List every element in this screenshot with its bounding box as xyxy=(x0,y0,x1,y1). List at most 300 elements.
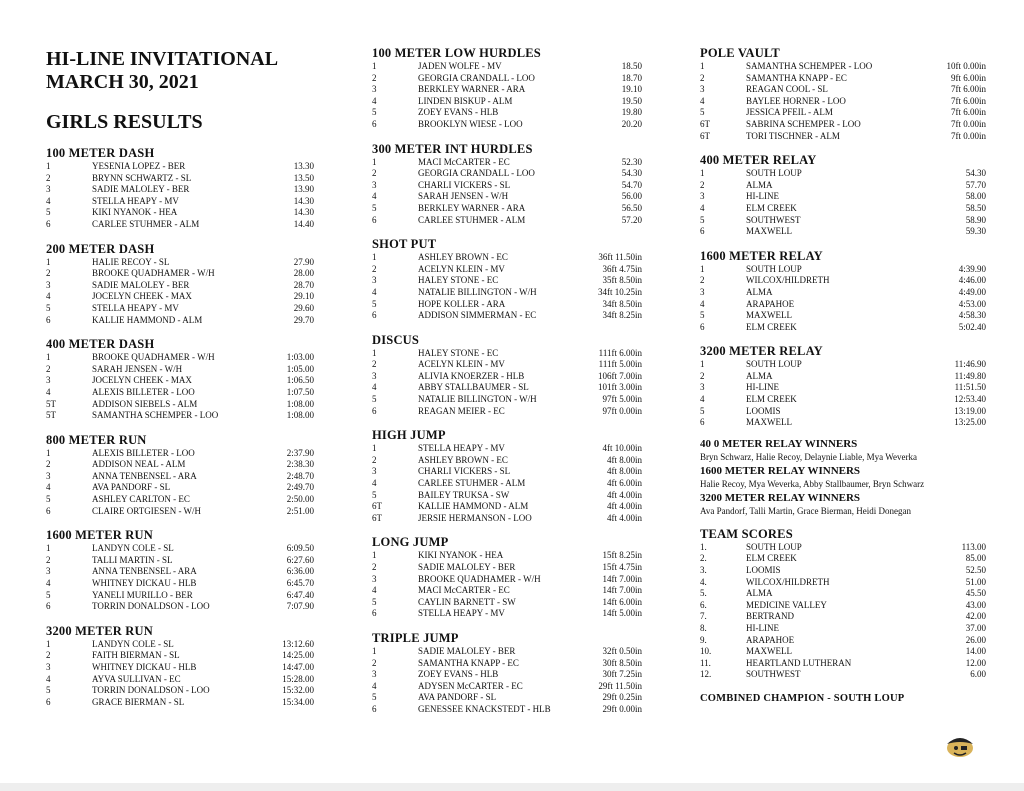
result-mark: 7ft 6.00in xyxy=(951,95,986,106)
result-row xyxy=(46,387,314,399)
result-row xyxy=(372,692,642,704)
team-score-row xyxy=(700,553,986,565)
team-points: 45.50 xyxy=(965,588,986,599)
result-place: 3 xyxy=(700,382,705,393)
athlete-name: ASHLEY CARLTON - EC xyxy=(92,494,190,505)
result-mark: 52.30 xyxy=(621,156,642,167)
team-points: 51.00 xyxy=(965,576,986,587)
result-row xyxy=(372,646,642,658)
athlete-name: MAXWELL xyxy=(746,417,792,428)
athlete-name: ALMA xyxy=(746,370,773,381)
relay-winners xyxy=(700,438,986,517)
team-score-row xyxy=(700,658,986,670)
result-mark: 4:49.00 xyxy=(958,286,986,297)
team-name: BERTRAND xyxy=(746,611,794,622)
result-place: 2 xyxy=(700,179,705,190)
result-place: 3 xyxy=(46,662,51,672)
result-row xyxy=(46,173,314,185)
result-place: 1 xyxy=(46,256,51,267)
athlete-name: SOUTHWEST xyxy=(746,214,801,225)
result-row xyxy=(700,371,986,383)
athlete-name: SADIE MALOLEY - BER xyxy=(418,645,516,656)
athlete-name: SABRINA SCHEMPER - LOO xyxy=(746,118,861,129)
result-mark: 7ft 6.00in xyxy=(951,107,986,118)
result-mark: 106ft 7.00in xyxy=(598,370,642,381)
result-place: 1 xyxy=(372,61,377,71)
team-rank: 9. xyxy=(700,634,707,645)
team-name: SOUTHWEST xyxy=(746,669,801,680)
team-rank: 8. xyxy=(700,623,707,633)
result-place: 6T xyxy=(372,512,382,523)
result-place: 4 xyxy=(46,386,51,397)
result-place: 4 xyxy=(46,482,51,493)
result-place: 3 xyxy=(700,191,705,202)
result-row xyxy=(700,394,986,406)
athlete-name: ELM CREEK xyxy=(746,202,797,213)
athlete-name: TORRIN DONALDSON - LOO xyxy=(92,685,210,696)
result-row xyxy=(700,168,986,180)
athlete-name: WILCOX/HILDRETH xyxy=(746,275,830,286)
result-mark: 14ft 7.00in xyxy=(602,585,642,596)
result-mark: 6:09.50 xyxy=(286,543,314,554)
athlete-name: MACI McCARTER - EC xyxy=(418,156,510,167)
result-row xyxy=(372,191,642,203)
result-mark: 4ft 4.00in xyxy=(607,489,642,500)
athlete-name: CARLEE STUHMER - ALM xyxy=(418,478,526,489)
relay-winners-names: Bryn Schwarz, Halie Recoy, Delaynie Liable, Mya Weverka xyxy=(700,451,917,462)
athlete-name: ADDISON NEAL - ALM xyxy=(92,459,186,470)
athlete-name: YANELI MURILLO - BER xyxy=(92,589,193,600)
result-row xyxy=(700,299,986,311)
result-row xyxy=(372,203,642,215)
result-mark: 34ft 8.25in xyxy=(602,310,642,321)
result-place: 1 xyxy=(372,252,377,263)
athlete-name: FAITH BIERMAN - SL xyxy=(92,650,180,661)
result-row xyxy=(46,280,314,292)
combined-champion: COMBINED CHAMPION - SOUTH LOUP xyxy=(700,692,905,704)
result-row xyxy=(46,375,314,387)
result-row xyxy=(372,455,642,467)
result-mark: 13.30 xyxy=(293,161,314,171)
team-name: LOOMIS xyxy=(746,565,781,576)
result-place: 6T xyxy=(700,118,710,129)
result-row xyxy=(372,119,642,131)
result-row xyxy=(372,168,642,180)
athlete-name: KIKI NYANOK - HEA xyxy=(92,207,178,218)
result-place: 1 xyxy=(372,347,377,358)
result-place: 4 xyxy=(46,578,51,589)
team-rank: 1. xyxy=(700,541,707,552)
result-mark: 15ft 4.75in xyxy=(602,562,642,572)
result-mark: 4ft 4.00in xyxy=(607,501,642,512)
result-row xyxy=(700,96,986,108)
result-place: 4 xyxy=(372,382,377,393)
athlete-name: MAXWELL xyxy=(746,310,792,321)
result-mark: 10ft 0.00in xyxy=(946,61,986,71)
event-block xyxy=(372,333,642,418)
result-row xyxy=(372,406,642,418)
athlete-name: SOUTH LOUP xyxy=(746,168,802,179)
result-row xyxy=(700,382,986,394)
result-mark: 14.30 xyxy=(293,207,314,218)
result-mark: 6:47.40 xyxy=(286,589,314,600)
result-place: 6 xyxy=(372,118,377,129)
result-place: 6T xyxy=(372,501,382,512)
result-mark: 58.50 xyxy=(965,202,986,213)
result-place: 4 xyxy=(372,478,377,489)
result-row xyxy=(372,215,642,227)
event-title: LONG JUMP xyxy=(372,535,449,550)
result-row xyxy=(700,119,986,131)
athlete-name: ALIVIA KNOERZER - HLB xyxy=(418,370,525,381)
result-row xyxy=(700,275,986,287)
result-mark: 14ft 6.00in xyxy=(602,596,642,607)
result-row xyxy=(700,131,986,143)
result-place: 1 xyxy=(46,447,51,458)
right-column xyxy=(700,46,986,704)
athlete-name: AVA PANDORF - SL xyxy=(418,692,497,703)
result-row xyxy=(372,382,642,394)
result-row xyxy=(700,61,986,73)
result-mark: 29.10 xyxy=(293,291,314,302)
result-place: 6 xyxy=(372,214,377,225)
result-mark: 4:46.00 xyxy=(958,275,986,286)
result-row xyxy=(700,406,986,418)
result-mark: 2:50.00 xyxy=(286,494,314,505)
team-rank: 11. xyxy=(700,657,711,668)
result-row xyxy=(46,315,314,327)
result-mark: 1:05.00 xyxy=(286,363,314,374)
athlete-name: SADIE MALOLEY - BER xyxy=(92,279,190,290)
event-title: 100 METER DASH xyxy=(46,146,155,160)
result-row xyxy=(46,303,314,315)
result-place: 3 xyxy=(46,279,51,290)
team-rank: 4. xyxy=(700,576,707,587)
event-block xyxy=(46,433,314,518)
athlete-name: ADYSEN McCARTER - EC xyxy=(418,680,523,691)
result-place: 2 xyxy=(46,172,51,183)
athlete-name: SADIE MALOLEY - BER xyxy=(92,184,190,195)
team-scores-table xyxy=(700,542,986,681)
athlete-name: CAYLIN BARNETT - SW xyxy=(418,596,516,607)
result-mark: 14:47.00 xyxy=(282,662,314,672)
result-place: 2 xyxy=(700,275,705,286)
result-row xyxy=(372,394,642,406)
pirate-mascot-icon xyxy=(944,732,976,758)
athlete-name: BROOKE QUADHAMER - W/H xyxy=(92,352,215,363)
result-place: 2 xyxy=(372,263,377,274)
result-place: 6 xyxy=(46,314,51,325)
result-mark: 34ft 8.50in xyxy=(602,298,642,309)
result-row xyxy=(700,359,986,371)
athlete-name: ANNA TENBENSEL - ARA xyxy=(92,566,197,577)
result-mark: 4:58.30 xyxy=(958,310,986,321)
result-place: 1 xyxy=(372,645,377,656)
result-place: 3 xyxy=(372,573,377,584)
result-row xyxy=(700,180,986,192)
team-points: 113.00 xyxy=(961,541,986,552)
result-row xyxy=(372,107,642,119)
athlete-name: HI-LINE xyxy=(746,191,779,202)
result-mark: 1:07.50 xyxy=(286,386,314,397)
result-mark: 4ft 10.00in xyxy=(602,443,642,454)
result-place: 6T xyxy=(700,130,710,141)
team-score-row xyxy=(700,542,986,554)
meet-title: HI-LINE INVITATIONAL xyxy=(46,48,279,70)
result-place: 6 xyxy=(372,703,377,714)
result-mark: 56.00 xyxy=(621,191,642,202)
result-row xyxy=(46,184,314,196)
result-place: 2 xyxy=(46,650,51,661)
team-points: 52.50 xyxy=(965,565,986,576)
team-name: HI-LINE xyxy=(746,623,779,633)
result-place: 3 xyxy=(46,470,51,481)
result-place: 2 xyxy=(700,72,705,83)
athlete-name: ALEXIS BILLETER - LOO xyxy=(92,386,195,397)
result-place: 2 xyxy=(46,268,51,279)
athlete-name: AVA PANDORF - SL xyxy=(92,482,171,493)
result-mark: 2:49.70 xyxy=(286,482,314,493)
team-score-row xyxy=(700,611,986,623)
team-name: ELM CREEK xyxy=(746,553,797,564)
event-title: SHOT PUT xyxy=(372,237,437,252)
result-place: 3 xyxy=(372,370,377,381)
event-title: 800 METER RUN xyxy=(46,432,147,447)
athlete-name: LANDYN COLE - SL xyxy=(92,638,174,649)
team-points: 26.00 xyxy=(965,634,986,645)
result-row xyxy=(372,658,642,670)
result-row xyxy=(46,161,314,173)
result-row xyxy=(700,191,986,203)
result-place: 4 xyxy=(700,394,705,405)
result-mark: 1:08.00 xyxy=(286,398,314,409)
result-row xyxy=(372,443,642,455)
result-place: 5 xyxy=(700,107,705,118)
athlete-name: YESENIA LOPEZ - BER xyxy=(92,161,186,171)
result-mark: 15:28.00 xyxy=(282,673,314,684)
result-mark: 28.70 xyxy=(293,279,314,290)
result-place: 1 xyxy=(46,161,51,171)
result-mark: 32ft 0.50in xyxy=(602,645,642,656)
event-block xyxy=(700,344,986,429)
team-points: 6.00 xyxy=(970,669,986,680)
athlete-name: GEORGIA CRANDALL - LOO xyxy=(418,72,535,83)
result-place: 3 xyxy=(372,275,377,286)
event-title: POLE VAULT xyxy=(700,46,780,60)
result-mark: 97ft 5.00in xyxy=(602,394,642,405)
result-mark: 19.10 xyxy=(621,84,642,95)
relay-winners-title: 1600 METER RELAY WINNERS xyxy=(700,464,861,477)
result-mark: 1:03.00 xyxy=(286,352,314,363)
result-mark: 11:51.50 xyxy=(954,382,986,393)
athlete-name: SAMANTHA SCHEMPER - LOO xyxy=(92,410,219,421)
result-row xyxy=(46,506,314,518)
result-place: 5 xyxy=(372,394,377,405)
athlete-name: WHITNEY DICKAU - HLB xyxy=(92,662,197,672)
athlete-name: ELM CREEK xyxy=(746,394,797,405)
team-name: ALMA xyxy=(746,588,773,599)
athlete-name: ARAPAHOE xyxy=(746,298,795,309)
result-row xyxy=(46,207,314,219)
result-mark: 15ft 8.25in xyxy=(602,550,642,561)
result-row xyxy=(372,669,642,681)
athlete-name: HALIE RECOY - SL xyxy=(92,256,170,267)
result-place: 2 xyxy=(372,72,377,83)
event-block xyxy=(46,624,314,709)
result-mark: 28.00 xyxy=(293,268,314,279)
result-place: 4 xyxy=(372,286,377,297)
result-row xyxy=(46,219,314,231)
result-place: 5T xyxy=(46,410,56,421)
event-block xyxy=(372,428,642,524)
result-row xyxy=(700,107,986,119)
athlete-name: STELLA HEAPY - MV xyxy=(92,195,179,206)
result-mark: 5:02.40 xyxy=(958,321,986,332)
athlete-name: HALEY STONE - EC xyxy=(418,347,499,358)
athlete-name: CHARLI VICKERS - SL xyxy=(418,179,511,190)
event-list-left xyxy=(46,146,314,708)
result-row xyxy=(372,478,642,490)
result-place: 1 xyxy=(46,638,51,649)
result-mark: 2:48.70 xyxy=(286,470,314,481)
result-row xyxy=(46,578,314,590)
result-row xyxy=(372,96,642,108)
result-row xyxy=(46,494,314,506)
athlete-name: AYVA SULLIVAN - EC xyxy=(92,673,181,684)
team-rank: 3. xyxy=(700,565,707,576)
result-row xyxy=(46,196,314,208)
team-points: 14.00 xyxy=(965,646,986,657)
athlete-name: STELLA HEAPY - MV xyxy=(92,302,179,313)
result-row xyxy=(46,543,314,555)
athlete-name: ACELYN KLEIN - MV xyxy=(418,263,505,274)
result-row xyxy=(46,566,314,578)
athlete-name: ASHLEY BROWN - EC xyxy=(418,252,508,263)
result-mark: 4ft 4.00in xyxy=(607,512,642,523)
athlete-name: LINDEN BISKUP - ALM xyxy=(418,95,513,106)
event-title: 300 METER INT HURDLES xyxy=(372,141,533,156)
athlete-name: STELLA HEAPY - MV xyxy=(418,608,505,619)
result-mark: 1:06.50 xyxy=(286,375,314,386)
result-place: 5 xyxy=(46,302,51,313)
result-mark: 35ft 8.50in xyxy=(602,275,642,286)
result-row xyxy=(46,590,314,602)
result-place: 4 xyxy=(700,298,705,309)
result-mark: 36ft 4.75in xyxy=(602,263,642,274)
event-block xyxy=(372,46,642,131)
result-place: 6 xyxy=(46,218,51,229)
event-block xyxy=(46,337,314,422)
result-mark: 6:45.70 xyxy=(286,578,314,589)
team-scores-title: TEAM SCORES xyxy=(700,526,793,541)
event-title: 200 METER DASH xyxy=(46,241,155,256)
result-place: 4 xyxy=(372,95,377,106)
result-row xyxy=(372,84,642,96)
athlete-name: BROOKLYN WIESE - LOO xyxy=(418,118,523,129)
result-mark: 36ft 11.50in xyxy=(598,252,642,263)
result-row xyxy=(46,459,314,471)
result-row xyxy=(46,674,314,686)
result-row xyxy=(372,501,642,513)
result-mark: 12:53.40 xyxy=(954,394,986,405)
middle-column xyxy=(372,46,642,727)
athlete-name: REAGAN MEIER - EC xyxy=(418,405,505,416)
result-row xyxy=(46,291,314,303)
result-place: 6 xyxy=(372,405,377,416)
team-rank: 7. xyxy=(700,611,707,622)
result-mark: 18.70 xyxy=(621,72,642,83)
result-row xyxy=(46,410,314,422)
result-place: 1 xyxy=(46,543,51,554)
result-mark: 30ft 7.25in xyxy=(602,669,642,680)
result-place: 4 xyxy=(46,291,51,302)
result-mark: 15:32.00 xyxy=(282,685,314,696)
event-title: 1600 METER RELAY xyxy=(700,248,823,263)
result-place: 6 xyxy=(372,608,377,619)
athlete-name: LOOMIS xyxy=(746,405,781,416)
athlete-name: KIKI NYANOK - HEA xyxy=(418,550,504,561)
result-mark: 30ft 8.50in xyxy=(602,657,642,668)
athlete-name: SARAH JENSEN - W/H xyxy=(92,363,183,374)
result-place: 2 xyxy=(372,454,377,465)
result-mark: 57.20 xyxy=(621,214,642,225)
result-place: 3 xyxy=(700,84,705,95)
result-mark: 101ft 3.00in xyxy=(598,382,642,393)
event-block xyxy=(700,153,986,238)
athlete-name: BERKLEY WARNER - ARA xyxy=(418,202,526,213)
event-list-right xyxy=(700,46,986,429)
result-mark: 11:49.80 xyxy=(954,370,986,381)
result-row xyxy=(700,322,986,334)
result-row xyxy=(700,215,986,227)
relay-winners-names: Ava Pandorf, Talli Martin, Grace Bierman, Heidi Donegan xyxy=(700,505,911,516)
result-mark: 29.60 xyxy=(293,302,314,313)
result-place: 5 xyxy=(46,589,51,600)
athlete-name: JESSICA PFEIL - ALM xyxy=(746,107,833,118)
result-row xyxy=(372,466,642,478)
athlete-name: NATALIE BILLINGTON - W/H xyxy=(418,394,537,405)
team-rank: 2. xyxy=(700,553,707,564)
result-row xyxy=(700,73,986,85)
event-title: 400 METER DASH xyxy=(46,337,155,352)
athlete-name: TALLI MARTIN - SL xyxy=(92,554,173,565)
team-name: SOUTH LOUP xyxy=(746,541,802,552)
result-place: 3 xyxy=(700,286,705,297)
result-row xyxy=(700,287,986,299)
result-mark: 2:38.30 xyxy=(286,459,314,470)
team-points: 85.00 xyxy=(965,553,986,564)
result-row xyxy=(700,203,986,215)
result-place: 3 xyxy=(46,375,51,386)
result-place: 1 xyxy=(372,550,377,561)
event-title: 400 METER RELAY xyxy=(700,153,817,168)
result-place: 5 xyxy=(700,214,705,225)
result-place: 4 xyxy=(372,585,377,596)
team-name: WILCOX/HILDRETH xyxy=(746,576,830,587)
team-name: ARAPAHOE xyxy=(746,634,795,645)
result-place: 2 xyxy=(372,359,377,370)
athlete-name: BROOKE QUADHAMER - W/H xyxy=(92,268,215,279)
result-place: 3 xyxy=(46,184,51,195)
athlete-name: JERSIE HERMANSON - LOO xyxy=(418,512,532,523)
result-mark: 7:07.90 xyxy=(286,601,314,612)
result-row xyxy=(46,697,314,709)
athlete-name: SOUTH LOUP xyxy=(746,359,802,370)
event-title: HIGH JUMP xyxy=(372,428,446,443)
athlete-name: ELM CREEK xyxy=(746,321,797,332)
result-place: 5 xyxy=(700,405,705,416)
athlete-name: TORRIN DONALDSON - LOO xyxy=(92,601,210,612)
